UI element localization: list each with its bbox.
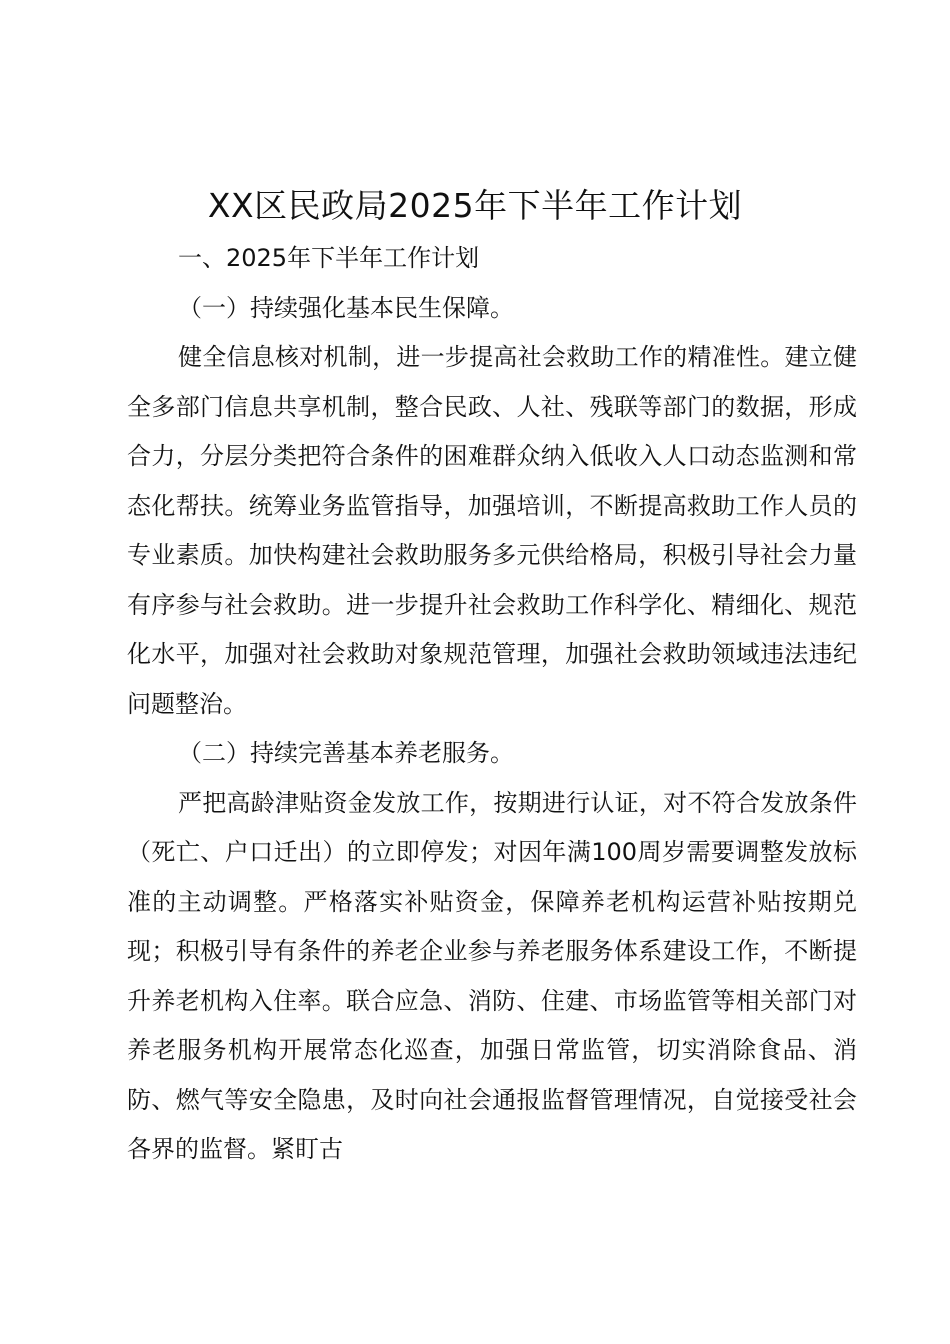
- subsection-paragraph-2: 严把高龄津贴资金发放工作，按期进行认证，对不符合发放条件（死亡、户口迁出）的立即停发；对因年满100周岁需要调整发放标准的主动调整。严格落实补贴资金，保障养老机构运营补贴按期兑现；积极引导有条件的养老企业参与养老服务体系建设工作，不断提升养老机构入住率。联合应急、消防、住建、市场监管等相关部门对养老服务机构开展常态化巡查，加强日常监管，切实消除食品、消防、燃气等安全隐患，及时向社会通报监督管理情况，自觉接受社会各界的监督。紧盯古: [127, 788, 857, 1163]
- subsection-heading-1: （一）持续强化基本民生保障。: [178, 293, 514, 322]
- subsection-heading-2: （二）持续完善基本养老服务。: [178, 739, 514, 767]
- document-title: XX区民政局2025年下半年工作计划: [207, 186, 743, 225]
- document-body: [127, 234, 857, 1175]
- section-heading: 一、2025年下半年工作计划: [178, 244, 480, 272]
- subsection-paragraph-1: 健全信息核对机制，进一步提高社会救助工作的精准性。建立健全多部门信息共享机制，整合民政、人社、残联等部门的数据，形成合力，分层分类把符合条件的困难群众纳入低收入人口动态监测和常态化帮扶。统筹业务监管指导，加强培训，不断提高救助工作人员的专业素质。加快构建社会救助服务多元供给格局，积极引导社会力量有序参与社会救助。进一步提升社会救助工作科学化、精细化、规范化水平，加强对社会救助对象规范管理，加强社会救助领域违法违纪问题整治。: [127, 343, 857, 718]
